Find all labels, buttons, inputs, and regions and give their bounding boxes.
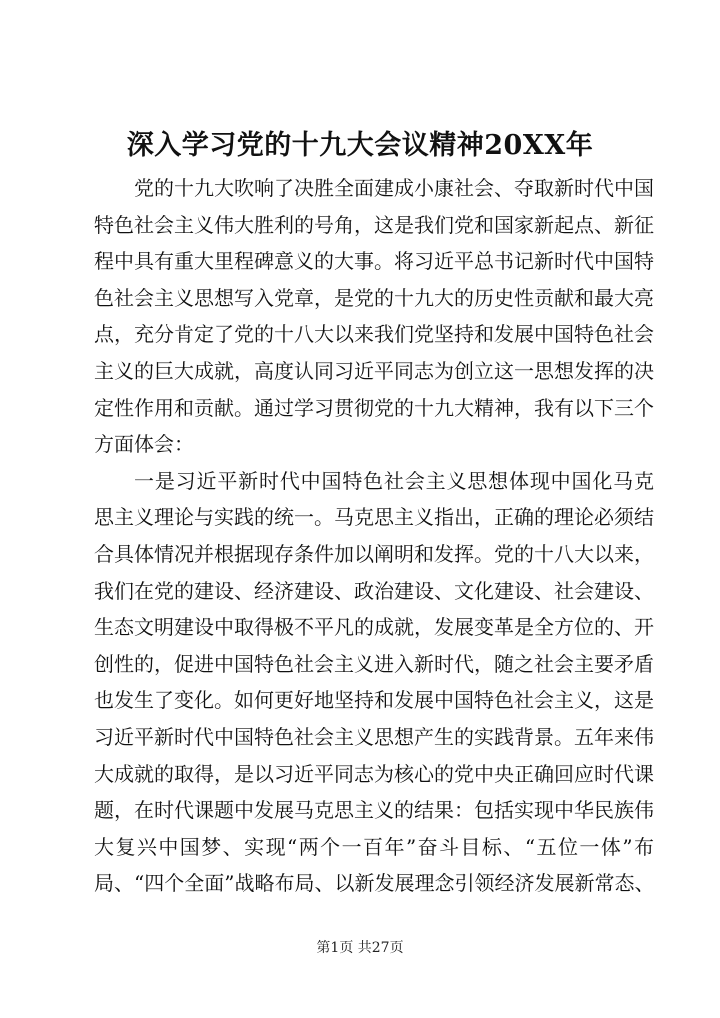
text-line: 方面体会： (94, 432, 194, 457)
text-line: 局、“四个全面”战略布局、以新发展理念引领经济发展新常态、 (94, 871, 655, 896)
text-line: 定性作用和贡献。通过学习贯彻党的十九大精神，我有以下三个 (94, 395, 654, 420)
text-line: 一是习近平新时代中国特色社会主义思想体现中国化马克 (134, 468, 654, 493)
page-footer: 第1页 共27页 (316, 940, 404, 956)
text-line: 主义的巨大成就，高度认同习近平同志为创立这一思想发挥的决 (94, 358, 654, 383)
text-line: 特色社会主义伟大胜利的号角，这是我们党和国家新起点、新征 (94, 212, 654, 237)
text-line: 点，充分肯定了党的十八大以来我们党坚持和发展中国特色社会 (94, 322, 654, 347)
text-line: 大成就的取得，是以习近平同志为核心的党中央正确回应时代课 (94, 761, 654, 786)
text-line: 生态文明建设中取得极不平凡的成就，发展变革是全方位的、开 (94, 615, 654, 640)
document-title: 深入学习党的十九大会议精神20XX年 (126, 130, 594, 161)
paragraph-2 (94, 463, 654, 902)
text-line: 合具体情况并根据现存条件加以阐明和发挥。党的十八大以来， (94, 541, 654, 566)
text-line: 程中具有重大里程碑意义的大事。将习近平总书记新时代中国特 (94, 249, 654, 274)
text-line: 我们在党的建设、经济建设、政治建设、文化建设、社会建设、 (94, 578, 654, 603)
text-line: 色社会主义思想写入党章，是党的十九大的历史性贡献和最大亮 (94, 285, 654, 310)
text-line: 创性的，促进中国特色社会主义进入新时代，随之社会主要矛盾 (94, 651, 654, 676)
text-line: 思主义理论与实践的统一。马克思主义指出，正确的理论必须结 (94, 505, 654, 530)
paragraph-1 (94, 170, 654, 463)
text-line: 习近平新时代中国特色社会主义思想产生的实践背景。五年来伟 (94, 724, 654, 749)
text-line: 大复兴中国梦、实现“两个一百年”奋斗目标、“五位一体”布 (94, 834, 654, 859)
text-line: 党的十九大吹响了决胜全面建成小康社会、夺取新时代中国 (134, 176, 654, 200)
text-line: 题，在时代课题中发展马克思主义的结果：包括实现中华民族伟 (94, 798, 654, 823)
document-body (94, 170, 654, 902)
text-line: 也发生了变化。如何更好地坚持和发展中国特色社会主义，这是 (94, 688, 654, 713)
